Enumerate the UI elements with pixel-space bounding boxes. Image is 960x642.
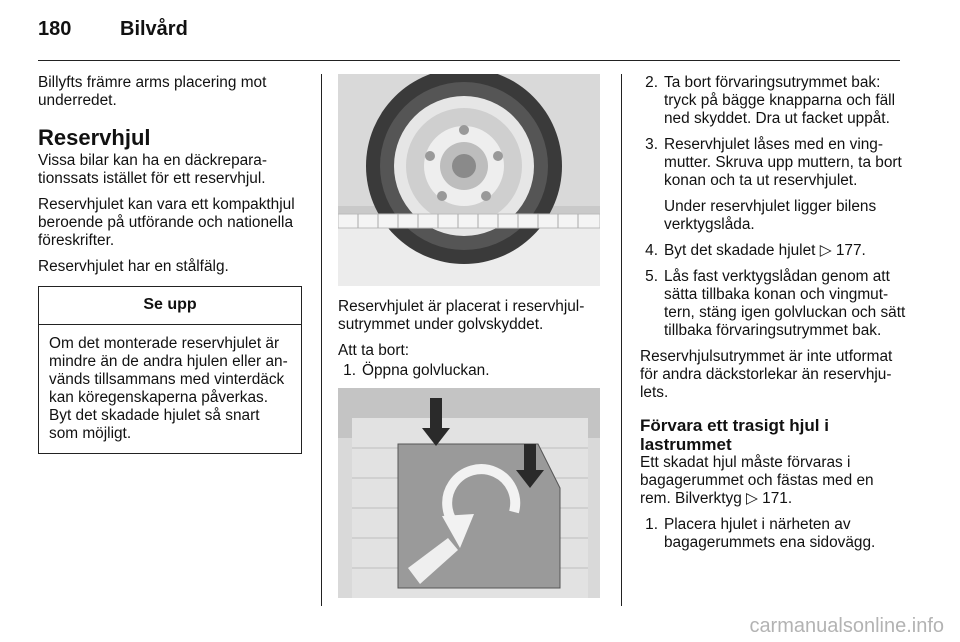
section-title: Bilvård (120, 18, 188, 40)
paragraph: Reservhjulet har en stålfälg. (38, 258, 229, 275)
step-number: 4. (645, 242, 658, 259)
toolbox-note: Under reservhjulet ligger bilens verktygslåda. (664, 198, 877, 233)
column-divider-1 (321, 74, 322, 606)
step-number: 5. (645, 268, 658, 285)
step-number: 1. (343, 362, 356, 379)
steps-list (640, 74, 908, 190)
paragraph: Ett skadat hjul måste förvaras i bagagerummet och fästas med en rem. Bilverktyg ▷ 171. (640, 454, 874, 507)
caution-title: Se upp (39, 287, 301, 325)
list-item (640, 136, 908, 190)
steps-list (338, 362, 604, 380)
watermark: carmanualsonline.info (749, 615, 944, 637)
spare-wheel-illustration (338, 74, 600, 286)
section-heading-spare-wheel: Reservhjul (38, 125, 151, 150)
step-text: Öppna golvluckan. (362, 362, 490, 379)
floor-cover-illustration (338, 388, 600, 598)
column-2 (338, 74, 604, 598)
list-item (640, 74, 908, 128)
page-header (38, 18, 188, 48)
paragraph: Vissa bilar kan ha en däckreparationssats istället för ett reservhjul. (38, 152, 268, 187)
floor-cover-icon (338, 388, 600, 598)
step-number: 3. (645, 136, 658, 153)
paragraph: Reservhjulsutrymmet är inte utformat för andra däckstorlekar än reservhjulets. (640, 348, 893, 401)
caution-body: Om det monterade reservhjulet är mindre än de andra hjulen eller används tillsammans med vinterdäck kan köregenskaperna påverkas. Byt det skadade hjulet så snart som möjligt. (49, 335, 288, 442)
list-item (640, 268, 908, 340)
header-divider (38, 60, 900, 61)
column-divider-2 (621, 74, 622, 606)
step-number: 2. (645, 74, 658, 91)
paragraph: Reservhjulet kan vara ett kompakthjul beroende på utförande och nationella föreskrifter. (38, 196, 295, 249)
list-item (640, 516, 908, 552)
section-heading-store-damaged-wheel: Förvara ett trasigt hjul i lastrummet (640, 416, 829, 454)
step-text: Placera hjulet i närheten av bagagerummets ena sidovägg. (664, 516, 876, 551)
page-number: 180 (38, 18, 72, 40)
step-text: Lås fast verktygslådan genom att sätta tillbaka konan och vingmuttern, stäng igen golvluckan och sätt tillbaka förvaringsutrymmet bak. (664, 268, 906, 339)
column-3 (640, 74, 908, 560)
column-1 (38, 74, 306, 454)
caution-box (38, 286, 302, 454)
step-text: Ta bort förvaringsutrymmet bak: tryck på bägge knapparna och fäll ned skyddet. Dra ut facket uppåt. (664, 74, 896, 127)
list-item (338, 362, 604, 380)
remove-intro: Att ta bort: (338, 342, 410, 359)
spare-wheel-icon (338, 74, 600, 286)
steps-list (640, 516, 908, 552)
intro-text: Billyfts främre arms placering mot underredet. (38, 74, 267, 109)
step-text: Byt det skadade hjulet ▷ 177. (664, 242, 866, 259)
list-item (640, 242, 908, 260)
steps-list (640, 242, 908, 340)
step-number: 1. (645, 516, 658, 533)
step-text: Reservhjulet låses med en vingmutter. Skruva upp muttern, ta bort konan och ta ut reservhjulet. (664, 136, 902, 189)
figure-caption: Reservhjulet är placerat i reservhjulsutrymmet under golvskyddet. (338, 298, 585, 333)
